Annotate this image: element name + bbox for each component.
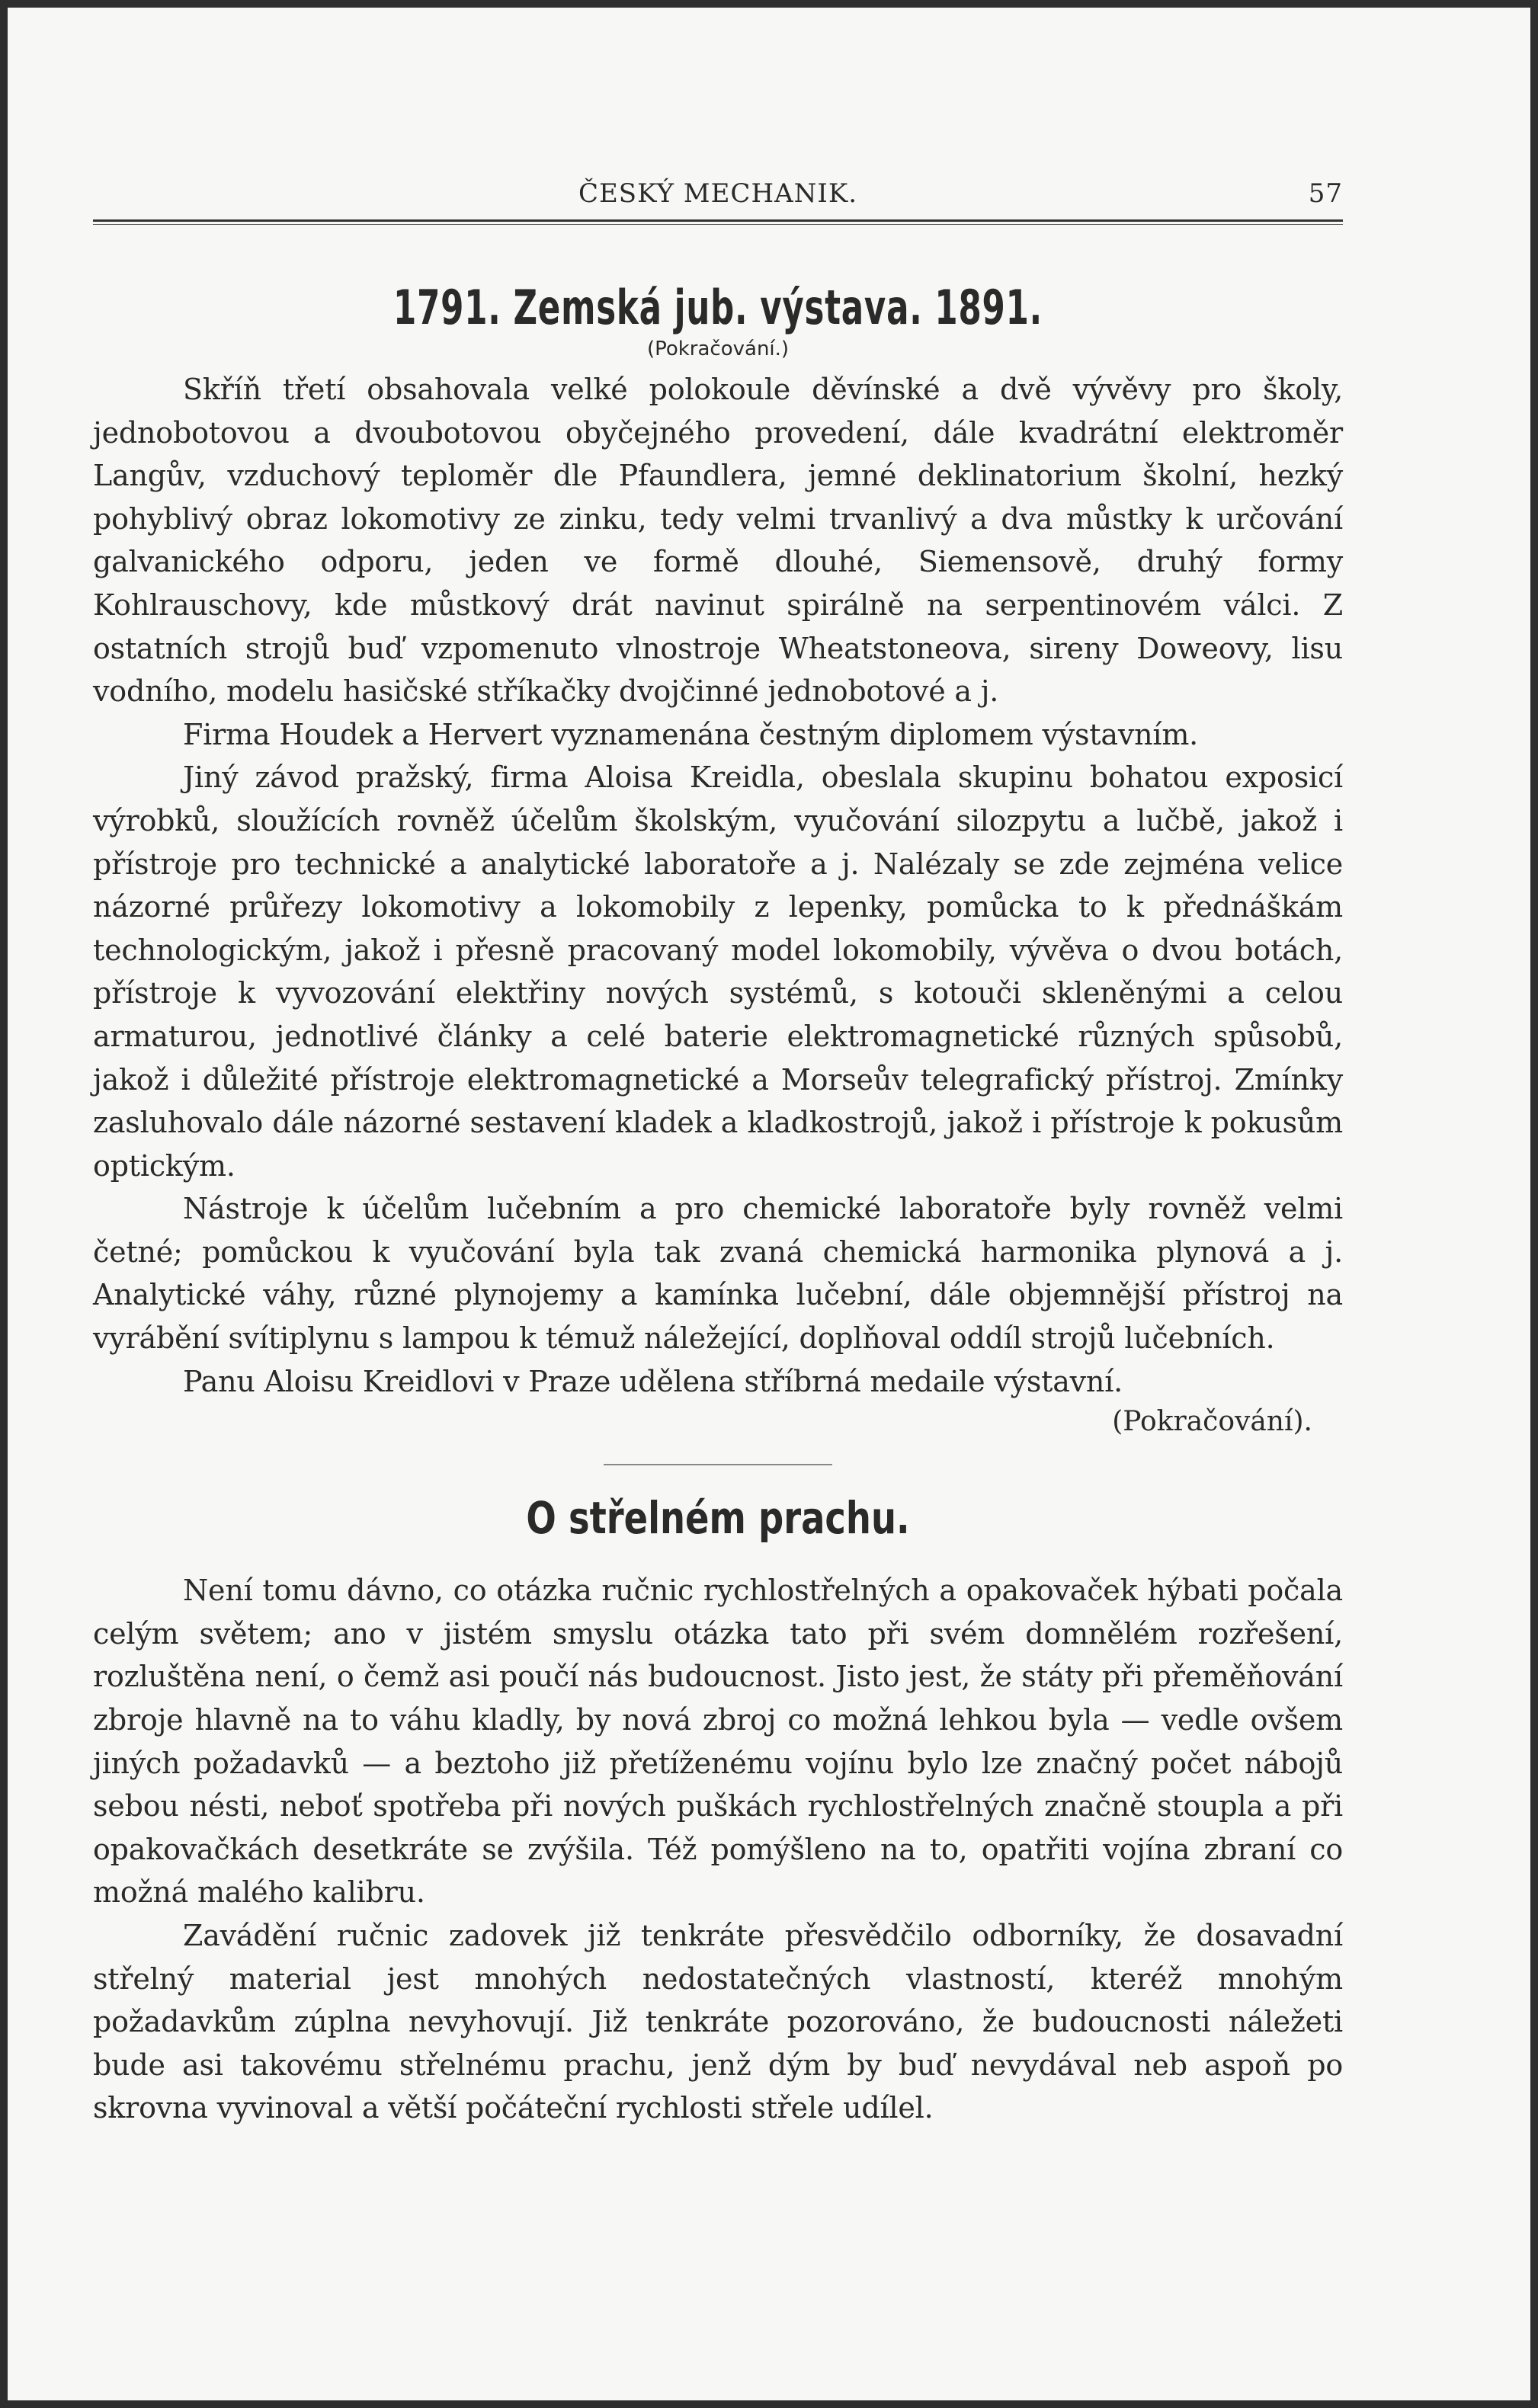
section-divider bbox=[604, 1464, 832, 1465]
paragraph: Jiný závod pražský, firma Aloisa Kreidla, obeslala skupinu bohatou exposicí výrobků, sloužících rovněž účelům školským, vyučování silozpytu a lučbě, jakož i přístroje pro technické a analytické laboratoře a j. Nalézaly se zde zejména velice názorné průřezy lokomotivy a lokomobily z lepenky, pomůcka to k přednáškám technologickým, jakož i přesně pracovaný model lokomobily, vývěva o dvou botách, přístroje k vyvozování elektřiny nových systémů, s kotouči skleněnými a celou armaturou, jednotlivé články a celé baterie elektromagnetické různých spůsobů, jakož i důležité přístroje elektromagnetické a Morseův telegrafický přístroj. Zmínky zasluhovalo dále názorné sestavení kladek a kladkostrojů, jakož i přístroje k pokusům optickým. bbox=[93, 761, 1343, 1183]
article-title: O střelném prachu. bbox=[526, 1492, 910, 1545]
page bbox=[8, 8, 1530, 2400]
paragraph: Panu Aloisu Kreidlovi v Praze udělena stříbrná medaile výstavní. bbox=[183, 1364, 1123, 1398]
running-head bbox=[93, 168, 1343, 215]
header-rule bbox=[93, 219, 1343, 225]
page-content bbox=[93, 168, 1343, 2130]
article-title: 1791. Zemská jub. výstava. 1891. bbox=[393, 280, 1043, 335]
journal-title: ČESKÝ MECHANIK. bbox=[578, 178, 858, 209]
continuation-note: (Pokračování.) bbox=[646, 338, 790, 360]
continuation-closing: (Pokračování). bbox=[1112, 1406, 1312, 1438]
paragraph: Firma Houdek a Hervert vyznamenána čestným diplomem výstavním. bbox=[183, 717, 1199, 751]
paragraph: Není tomu dávno, co otázka ručnic rychlostřelných a opakovaček hýbati počala celým světem; ano v jistém smyslu otázka tato při svém domnělém rozřešení, rozluštěna není, o čemž asi poučí nás budoucnost. Jisto jest, že státy při přeměňování zbroje hlavně na to váhu kladly, by nová zbroj co možná lehkou byla — vedle ovšem jiných požadavků — a beztoho již přetíženému vojínu bylo lze značný počet nábojů sebou nésti, neboť spotřeba při nových puškách rychlostřelných značně stoupla a při opakovačkách desetkráte se zvýšila. Též pomýšleno na to, opatřiti vojína zbraní co možná malého kalibru. bbox=[93, 1574, 1343, 1910]
paragraph: Zavádění ručnic zadovek již tenkráte přesvědčilo odborníky, že dosavadní střelný material jest mnohých nedostatečných vlastností, kteréž mnohým požadavkům zúplna nevyhovují. Již tenkráte pozorováno, že budoucnosti náležeti bude asi takovému střelnému prachu, jenž dým by buď nevydával neb aspoň po skrovna vyvinoval a větší počáteční rychlosti střele udílel. bbox=[93, 1919, 1343, 2125]
paragraph: Nástroje k účelům lučebním a pro chemické laboratoře byly rovněž velmi četné; pomůckou k vyučování byla tak zvaná chemická harmonika plynová a j. Analytické váhy, různé plynojemy a kamínka lučební, dále objemnější přístroj na vyrábění svítiplynu s lampou k témuž náležející, doplňoval oddíl strojů lučebních. bbox=[93, 1192, 1343, 1356]
paragraph: Skříň třetí obsahovala velké polokoule děvínské a dvě vývěvy pro školy, jednobotovou a dvoubotovou obyčejného provedení, dále kvadrátní elektroměr Langův, vzduchový teploměr dle Pfaundlera, jemné deklinatorium školní, hezký pohyblivý obraz lokomotivy ze zinku, tedy velmi trvanlivý a dva můstky k určování galvanického odporu, jeden ve formě dlouhé, Siemensově, druhý formy Kohlrauschovy, kde můstkový drát navinut spirálně na serpentinovém válci. Z ostatních strojů buď vzpomenuto vlnostroje Wheatstoneova, sireny Doweovy, lisu vodního, modelu hasičské stříkačky dvojčinné jednobotové a j. bbox=[93, 373, 1343, 709]
page-number: 57 bbox=[1308, 178, 1343, 209]
